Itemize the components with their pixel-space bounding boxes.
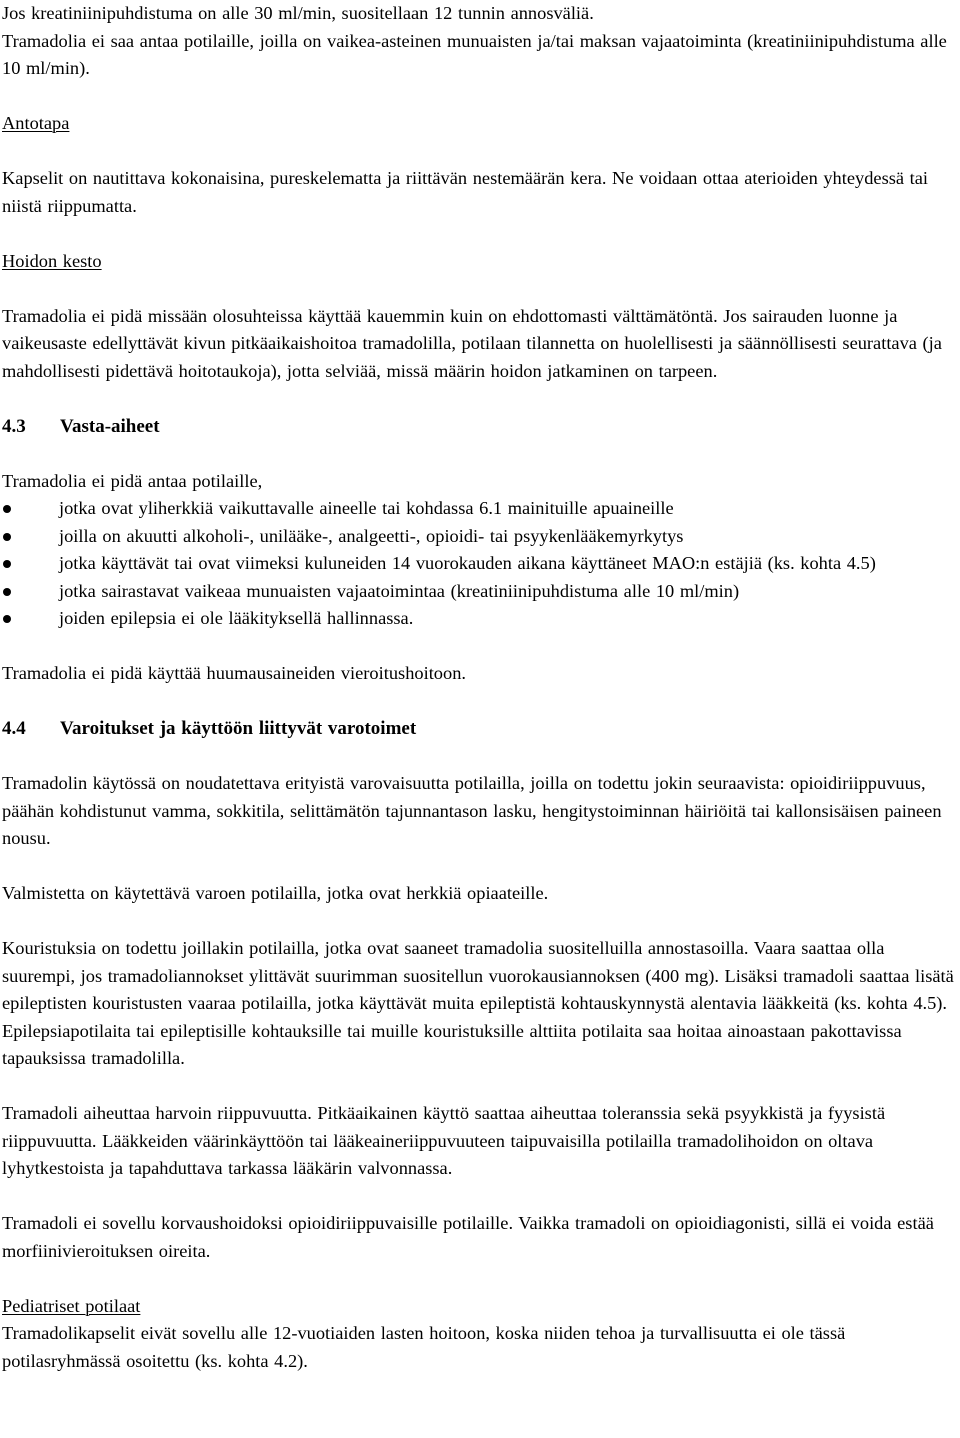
list-item (2, 523, 954, 551)
bullet-icon (3, 505, 11, 513)
varoitukset-paragraph-4: Tramadoli aiheuttaa harvoin riippuvuutta. Pitkäaikainen käyttö saattaa aiheuttaa toleranssia sekä psyykkistä ja fyysistä riippuvuutta. Lääkkeiden väärinkäyttöön tai lääkeaineriippuvuuteen taipuvaisilla potilailla tramadolihoidon on oltava lyhytkestoista ja tapahduttava tarkassa lääkärin valvonnassa. (2, 1103, 886, 1178)
pediatriset-heading: Pediatriset potilaat (2, 1295, 141, 1316)
section-title: Vasta-aiheet (60, 415, 160, 437)
bullet-icon (3, 560, 11, 568)
list-item-text: joilla on akuutti alkoholi-, unilääke-, analgeetti-, opioidi- tai psyykenlääkemyrkytys (59, 525, 684, 546)
antotapa-heading: Antotapa (2, 113, 70, 133)
varoitukset-paragraph-3: Kouristuksia on todettu joillakin potilailla, jotka ovat saaneet tramadolia suositelluilla annostasoilla. Vaara saattaa olla suurempi, jos tramadoliannokset ylittävät suurimman suositellun vuorokausiannoksen (400 mg). Lisäksi tramadoli saattaa lisätä epileptisten kouristusten vaaraa potilailla, jotka käyttävät muita epileptistä kohtauskynnystä alentavia lääkkeitä (ks. kohta 4.5). Epilepsiapotilaita tai epileptisille kohtauksille tai muille kouristuksille alttiita potilaita saa hoitaa ainoastaan pakottavissa tapauksissa tramadolilla. (2, 938, 954, 1068)
hoidon-kesto-text: Tramadolia ei pidä missään olosuhteissa käyttää kauemmin kuin on ehdottomasti välttämätöntä. Jos sairauden luonne ja vaikeusaste edellyttävät kivun pitkäaikaishoitoa tramadolilla, potilaan tilannetta on huolellisesti ja säännöllisesti seurattava (ja mahdollisesti pidettävä hoitotaukoja), jotta selviää, missä määrin hoidon jatkaminen on tarpeen. (2, 305, 942, 381)
list-item (2, 605, 954, 633)
list-item-text: jotka sairastavat vaikeaa munuaisten vajaatoimintaa (kreatiniinipuhdistuma alle 10 ml/min) (59, 580, 740, 601)
list-item-text: jotka käyttävät tai ovat viimeksi kuluneiden 14 vuorokauden aikana käyttäneet MAO:n estäjiä (ks. kohta 4.5) (59, 553, 876, 573)
bullet-icon (3, 588, 11, 596)
vasta-aiheet-outro: Tramadolia ei pidä käyttää huumausaineiden vieroitushoitoon. (2, 663, 466, 683)
antotapa-text: Kapselit on nautittava kokonaisina, pureskelematta ja riittävän nestemäärän kera. Ne voidaan ottaa aterioiden yhteydessä tai niistä riippumatta. (2, 168, 929, 216)
list-item (2, 495, 954, 523)
varoitukset-paragraph-1: Tramadolin käytössä on noudatettava erityistä varovaisuutta potilailla, joilla on todettu jokin seuraavista: opioidiriippuvuus, päähän kohdistunut vamma, sokkitila, selittämätön tajunnantason lasku, hengitystoiminnan häiriöitä tai kallonsisäisen paineen nousu. (2, 773, 942, 848)
bullet-icon (3, 615, 11, 623)
intro-line-1: Jos kreatiniinipuhdistuma on alle 30 ml/min, suositellaan 12 tunnin annosväliä. (2, 3, 594, 23)
section-number: 4.4 (2, 718, 26, 739)
vasta-aiheet-intro: Tramadolia ei pidä antaa potilaille, (2, 470, 263, 491)
contraindication-list (2, 495, 954, 633)
list-item (2, 550, 954, 578)
document-page (2, 0, 954, 1375)
list-item-text: jotka ovat yliherkkiä vaikuttavalle aineelle tai kohdassa 6.1 mainituille apuaineille (59, 498, 674, 518)
section-4-4-heading (2, 715, 954, 743)
list-item-text: joiden epilepsia ei ole lääkityksellä hallinnassa. (59, 608, 414, 628)
intro-line-2: Tramadolia ei saa antaa potilaille, joilla on vaikea-asteinen munuaisten ja/tai maksan vajaatoiminta (kreatiniinipuhdistuma alle 10 ml/min). (2, 30, 947, 78)
section-number: 4.3 (2, 415, 26, 437)
varoitukset-paragraph-5: Tramadoli ei sovellu korvaushoidoksi opioidiriippuvaisille potilaille. Vaikka tramadoli on opioidiagonisti, sillä ei voida estää morfiinivieroituksen oireita. (2, 1213, 934, 1261)
list-item (2, 578, 954, 606)
varoitukset-paragraph-2: Valmistetta on käytettävä varoen potilailla, jotka ovat herkkiä opiaateille. (2, 883, 549, 903)
section-4-3-heading (2, 413, 954, 441)
section-title: Varoitukset ja käyttöön liittyvät varotoimet (60, 718, 417, 739)
bullet-icon (3, 533, 11, 541)
pediatriset-text: Tramadolikapselit eivät sovellu alle 12-vuotiaiden lasten hoitoon, koska niiden tehoa ja turvallisuutta ei ole tässä potilasryhmässä osoitettu (ks. kohta 4.2). (2, 1323, 846, 1371)
hoidon-kesto-heading: Hoidon kesto (2, 250, 102, 271)
